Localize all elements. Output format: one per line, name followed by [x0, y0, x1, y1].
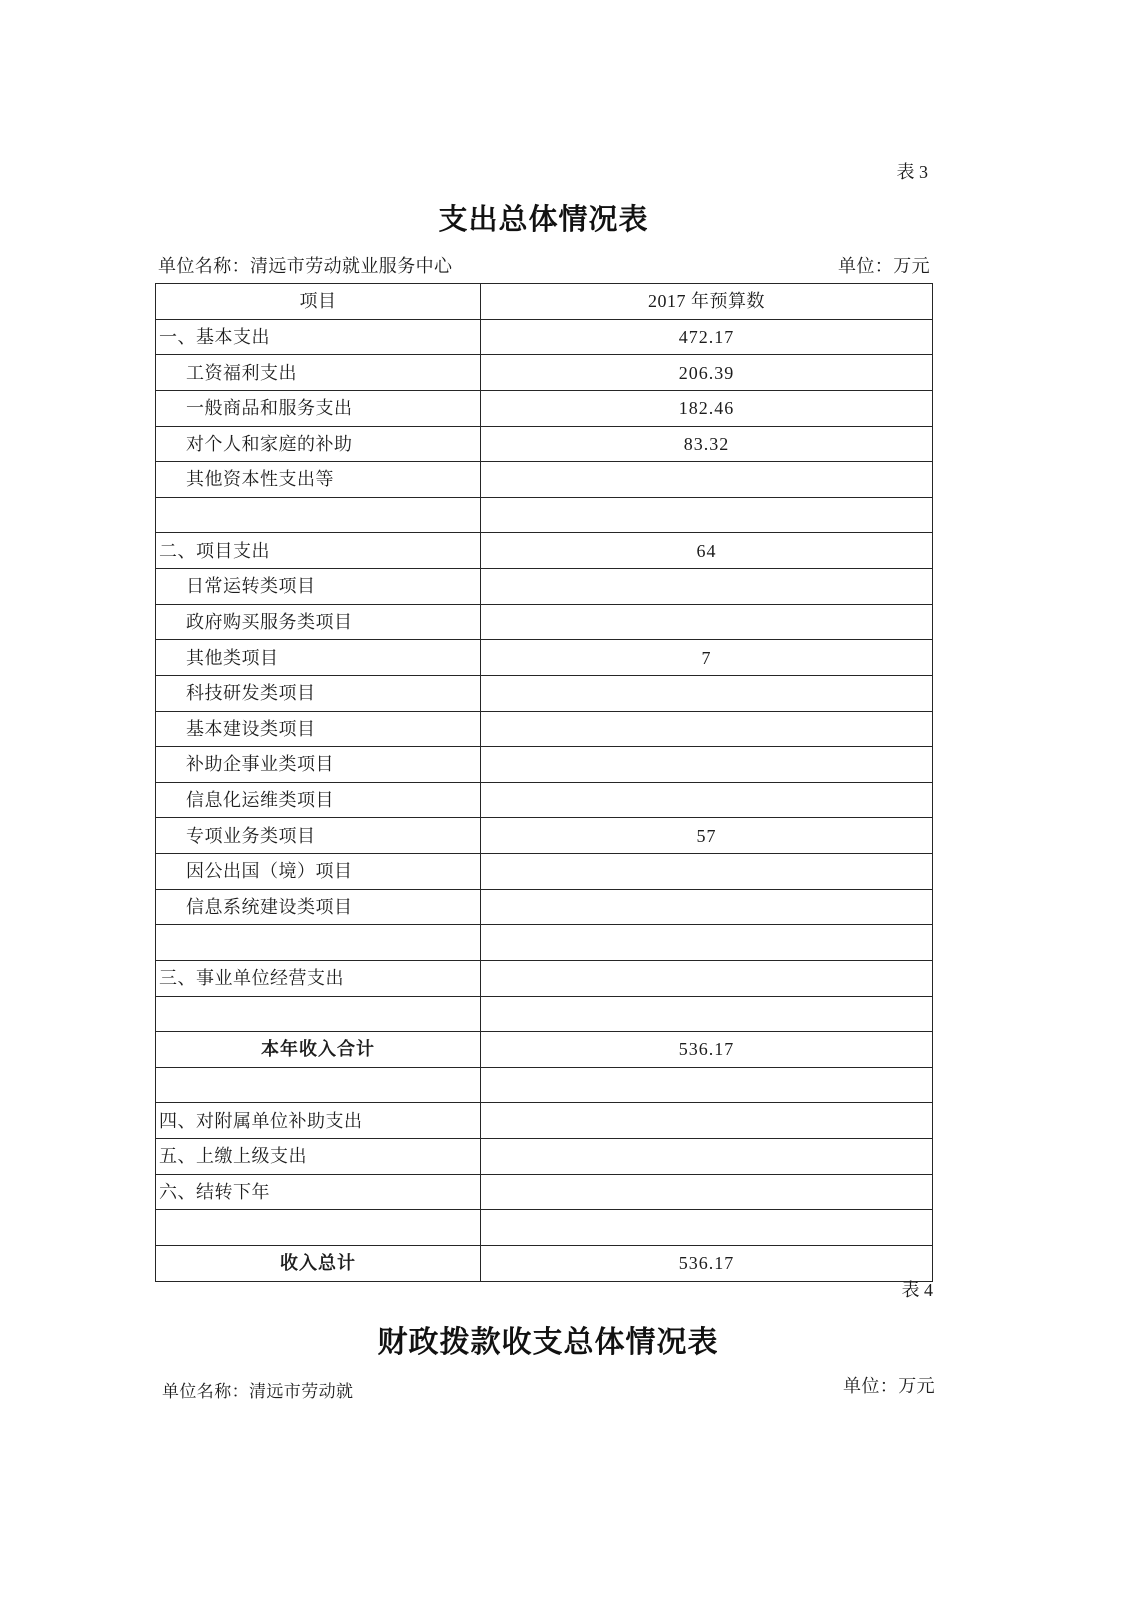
table4-title: 财政拨款收支总体情况表: [377, 1326, 719, 1359]
table-row: [156, 889, 933, 925]
row-item: 三、事业单位经营支出: [156, 960, 481, 996]
table-row: [156, 533, 933, 569]
row-value: [481, 1103, 933, 1139]
table3-label: 表 3: [896, 162, 928, 182]
header-item: 项目: [156, 284, 481, 320]
table3-unit: 单位：万元: [838, 256, 930, 276]
row-item: [156, 996, 481, 1032]
table-row: [156, 355, 933, 391]
table3-title: 支出总体情况表: [438, 204, 649, 236]
table-row: [156, 747, 933, 783]
row-item: [156, 1210, 481, 1246]
row-item: 信息化运维类项目: [156, 782, 481, 818]
table-row: [156, 711, 933, 747]
row-item: 工资福利支出: [156, 355, 481, 391]
table-row-total: [156, 1245, 933, 1281]
row-value: [481, 711, 933, 747]
table-row: [156, 1174, 933, 1210]
table-row: [156, 1103, 933, 1139]
table-row-blank: [156, 996, 933, 1032]
row-item: [156, 925, 481, 961]
row-item: 因公出国（境）项目: [156, 854, 481, 890]
row-value: [481, 497, 933, 533]
table-header-row: [156, 284, 933, 320]
table-row-blank: [156, 925, 933, 961]
table-row-blank: [156, 1210, 933, 1246]
row-value: 536.17: [481, 1032, 933, 1068]
row-value: [481, 960, 933, 996]
row-value: [481, 462, 933, 498]
row-value: [481, 854, 933, 890]
table-row: [156, 390, 933, 426]
table-row: [156, 569, 933, 605]
row-item: 补助企事业类项目: [156, 747, 481, 783]
row-item: 日常运转类项目: [156, 569, 481, 605]
table3-unit-name: 单位名称：清远市劳动就业服务中心: [158, 256, 453, 276]
row-item: 一、基本支出: [156, 319, 481, 355]
table-row: [156, 462, 933, 498]
row-item: [156, 1067, 481, 1103]
row-item: 信息系统建设类项目: [156, 889, 481, 925]
row-value: 182.46: [481, 390, 933, 426]
row-item: 对个人和家庭的补助: [156, 426, 481, 462]
row-item: 专项业务类项目: [156, 818, 481, 854]
table-row-blank: [156, 497, 933, 533]
table-row: [156, 319, 933, 355]
row-item: 基本建设类项目: [156, 711, 481, 747]
table-row-blank: [156, 1067, 933, 1103]
row-value: [481, 925, 933, 961]
table-row: [156, 960, 933, 996]
table-row: [156, 1139, 933, 1175]
row-value: [481, 675, 933, 711]
table4-unit-name: 单位名称：清远市劳动就: [162, 1382, 354, 1401]
table-row: [156, 675, 933, 711]
row-value: 64: [481, 533, 933, 569]
table-row-subtotal: [156, 1032, 933, 1068]
row-value: [481, 782, 933, 818]
row-item: 五、上缴上级支出: [156, 1139, 481, 1175]
row-item: 六、结转下年: [156, 1174, 481, 1210]
table-row: [156, 782, 933, 818]
table-row: [156, 604, 933, 640]
row-value: [481, 604, 933, 640]
row-value: [481, 1174, 933, 1210]
header-value: 2017 年预算数: [481, 284, 933, 320]
row-value: 472.17: [481, 319, 933, 355]
row-item: 二、项目支出: [156, 533, 481, 569]
row-value: [481, 1210, 933, 1246]
row-value: 57: [481, 818, 933, 854]
row-value: 536.17: [481, 1245, 933, 1281]
row-value: [481, 889, 933, 925]
row-value: [481, 1067, 933, 1103]
table-row: [156, 854, 933, 890]
row-value: 206.39: [481, 355, 933, 391]
row-item: 一般商品和服务支出: [156, 390, 481, 426]
row-item: 政府购买服务类项目: [156, 604, 481, 640]
expenditure-summary-table: [155, 283, 933, 1282]
row-item: 科技研发类项目: [156, 675, 481, 711]
row-item: 四、对附属单位补助支出: [156, 1103, 481, 1139]
row-item: [156, 497, 481, 533]
row-item: 收入总计: [156, 1245, 481, 1281]
row-item: 其他资本性支出等: [156, 462, 481, 498]
row-value: [481, 996, 933, 1032]
table4-unit: 单位：万元: [843, 1376, 935, 1396]
table-row: [156, 818, 933, 854]
row-item: 本年收入合计: [156, 1032, 481, 1068]
row-value: [481, 569, 933, 605]
row-value: [481, 1139, 933, 1175]
table4-label: 表 4: [901, 1280, 933, 1300]
table-row: [156, 426, 933, 462]
row-value: 7: [481, 640, 933, 676]
table-row: [156, 640, 933, 676]
row-value: 83.32: [481, 426, 933, 462]
row-value: [481, 747, 933, 783]
row-item: 其他类项目: [156, 640, 481, 676]
